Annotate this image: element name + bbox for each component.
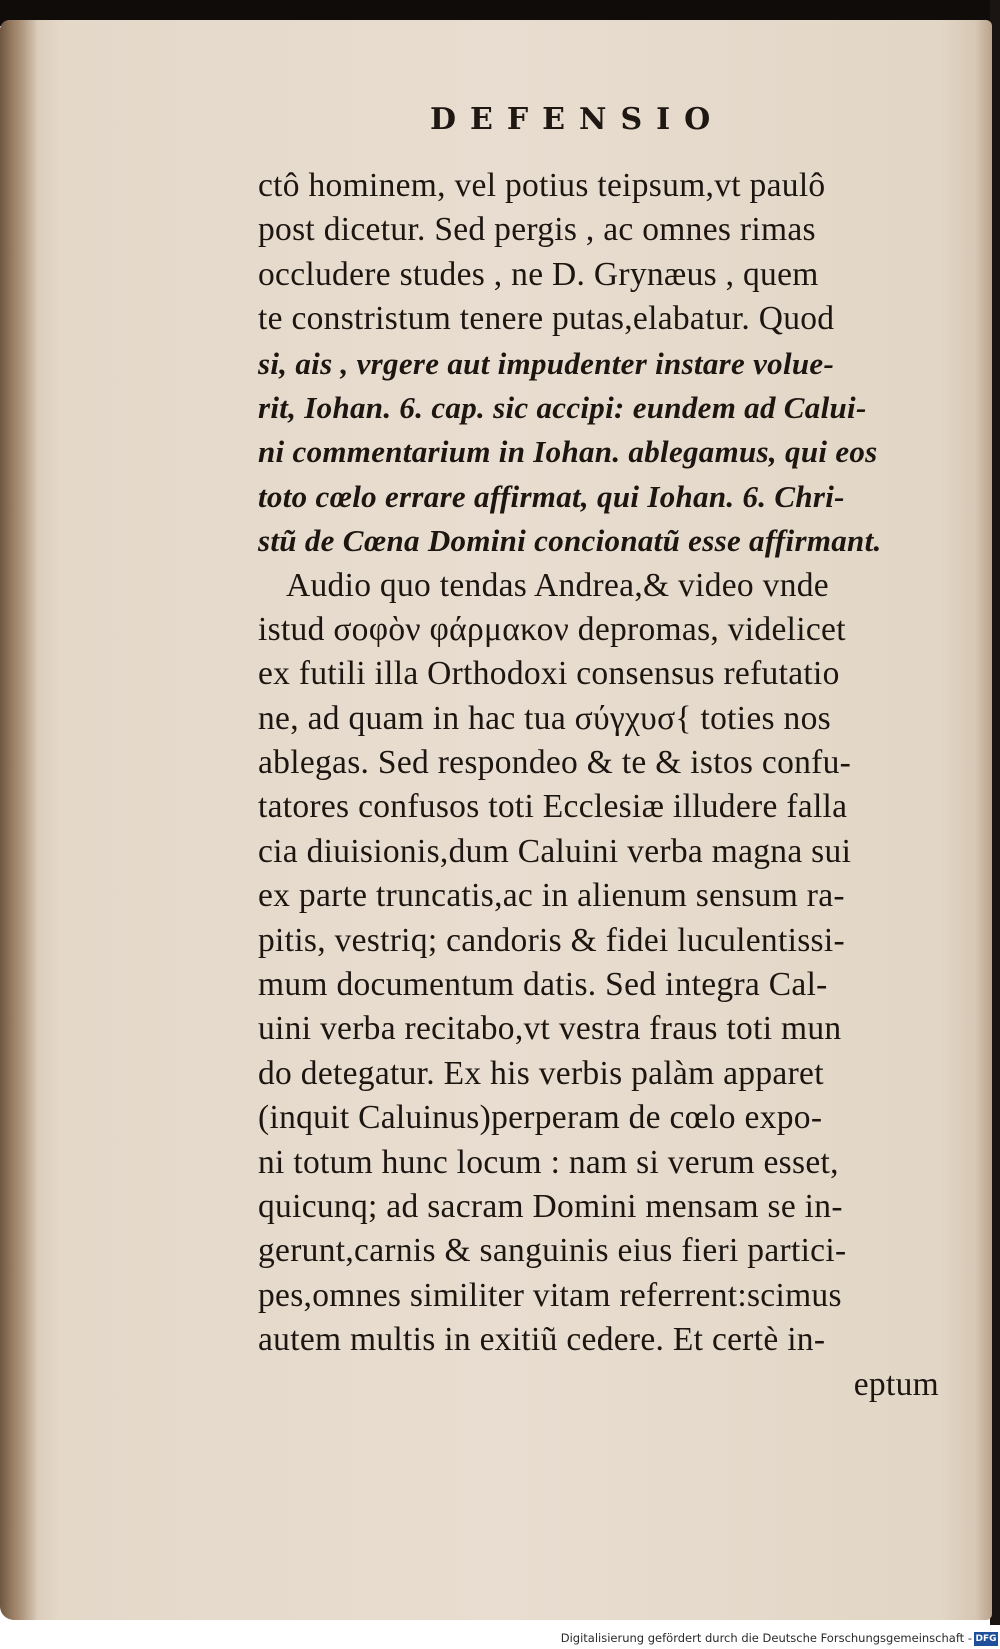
text-line: te constristum tenere putas,elabatur. Quod: [258, 300, 835, 338]
body-text: [258, 164, 943, 1407]
text-line-italic: si, ais , vrgere aut impudenter instare volue-: [258, 345, 835, 381]
footer-bar: [0, 1629, 1000, 1649]
text-line: occludere studes , ne D. Grynæus , quem: [258, 255, 819, 293]
text-line-italic: ni commentarium in Iohan. ablegamus, qui eos: [258, 434, 878, 470]
text-line: cia diuisionis,dum Caluini verba magna sui: [258, 832, 852, 870]
text-line: ctô hominem, vel potius teipsum,vt paulô: [258, 167, 826, 204]
text-line: (inquit Caluinus)perperam de cœlo expo-: [258, 1099, 823, 1137]
text-line-italic: toto cœlo errare affirmat, qui Iohan. 6. Chri-: [258, 478, 845, 514]
text-line: pes,omnes similiter vitam referrent:scimus: [258, 1276, 842, 1314]
text-line: quicunq; ad sacram Domini mensam se in-: [258, 1187, 843, 1225]
book-gutter-shadow: [0, 20, 38, 1620]
text-line: uini verba recitabo,vt vestra fraus toti mun: [258, 1010, 842, 1048]
text-line: ni totum hunc locum : nam si verum esset,: [258, 1143, 839, 1181]
text-line: ex parte truncatis,ac in alienum sensum ra-: [258, 877, 845, 915]
text-line: post dicetur. Sed pergis , ac omnes rimas: [258, 211, 816, 249]
text-line: autem multis in exitiũ cedere. Et certè in-: [258, 1321, 826, 1359]
footer-credit: Digitalisierung gefördert durch die Deutsche Forschungsgemeinschaft -: [560, 1631, 972, 1645]
text-line: istud σοφὸν φάρμακον depromas, videlicet: [258, 610, 846, 648]
text-line-paragraph-start: Audio quo tendas Andrea,& video vnde: [286, 566, 829, 604]
catchword: eptum: [853, 1365, 939, 1403]
text-line: pitis, vestriq; candoris & fidei luculentissi-: [258, 921, 845, 959]
text-line-italic: rit, Iohan. 6. cap. sic accipi: eundem ad Calui-: [258, 389, 867, 425]
text-line: do detegatur. Ex his verbis palàm apparet: [258, 1054, 824, 1092]
text-line-italic: stũ de Cœna Domini concionatũ esse affirmant.: [258, 523, 882, 559]
text-line: tatores confusos toti Ecclesiæ illudere falla: [258, 788, 848, 826]
running-head: DEFENSIO: [430, 102, 725, 137]
text-line: ex futili illa Orthodoxi consensus refutatio: [258, 655, 840, 693]
text-line: mum documentum datis. Sed integra Cal-: [258, 966, 828, 1004]
text-line: ablegas. Sed respondeo & te & istos confu-: [258, 744, 852, 782]
dfg-logo-icon: DFG: [975, 1634, 997, 1644]
text-line: ne, ad quam in hac tua σύγχυσ{ toties nos: [258, 699, 831, 737]
text-line: gerunt,carnis & sanguinis eius fieri partici-: [258, 1232, 847, 1270]
